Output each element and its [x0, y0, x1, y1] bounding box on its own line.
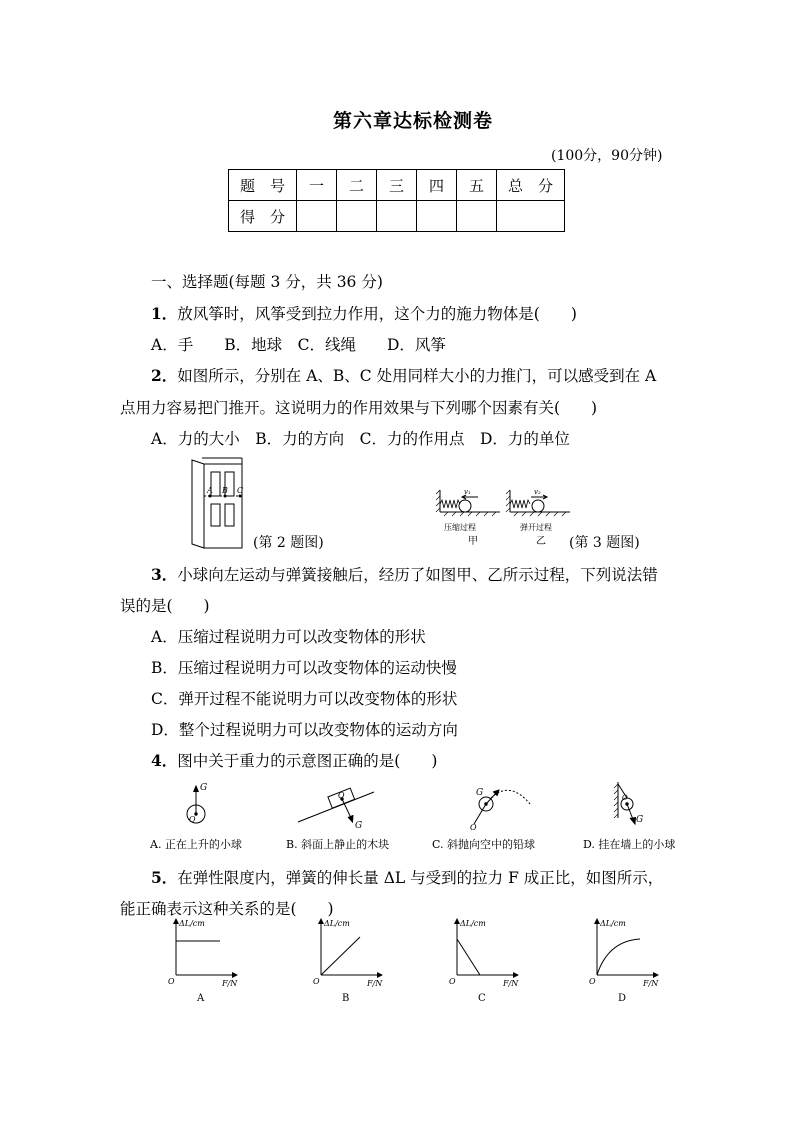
- graph-d-origin: O: [589, 977, 596, 986]
- graph-a-letter: A: [197, 993, 205, 1004]
- figure-a-caption: A. 正在上升的小球: [150, 838, 242, 851]
- score-cell[interactable]: [297, 201, 337, 232]
- question-text: 放风筝时，风筝受到拉力作用，这个力的施力物体是( ): [177, 305, 577, 323]
- question-text: 小球向左运动与弹簧接触后，经历了如图甲、乙所示过程，下列说法错: [177, 566, 658, 584]
- score-row-label: 得 分: [229, 201, 297, 232]
- graph-d-curve: [597, 939, 640, 975]
- score-value-row: [229, 201, 565, 232]
- figure-3-caption: (第 3 题图): [569, 535, 640, 551]
- door-figure: [190, 456, 250, 552]
- section-heading: 一、选择题(每题 3 分，共 36 分): [151, 273, 383, 291]
- question-2-line2: 点用力容易把门推开。这说明力的作用效果与下列哪个因素有关( ): [120, 399, 598, 417]
- figure-c-o: O: [470, 823, 477, 832]
- ball-compress: [459, 500, 471, 512]
- question-number: 4．: [151, 751, 178, 770]
- question-text: 在弹性限度内，弹簧的伸长量 ΔL 与受到的拉力 F 成正比，如图所示，: [177, 869, 664, 887]
- question-3-line2: 误的是( ): [120, 597, 210, 615]
- door-label-b: B: [222, 486, 228, 495]
- score-header-cell: 四: [417, 170, 457, 201]
- graph-c-line: [457, 939, 480, 975]
- spring-figure: [434, 484, 574, 550]
- figure-2-caption: (第 2 题图): [253, 535, 324, 551]
- score-cell[interactable]: [457, 201, 497, 232]
- graph-d-letter: D: [618, 993, 627, 1004]
- question-text: 如图所示，分别在 A、B、C 处用同样大小的力推门，可以感受到在 A: [177, 367, 657, 385]
- door-panel: [204, 464, 242, 548]
- figure-d-g: G: [636, 815, 644, 825]
- figure-b-g: G: [355, 821, 363, 831]
- question-5: [151, 866, 663, 888]
- graph-b-xlabel: F/N: [367, 979, 383, 988]
- question-4: [151, 749, 437, 771]
- question-number: 3．: [151, 565, 178, 584]
- graph-c-ylabel: ΔL/cm: [460, 919, 486, 928]
- label-yi: 乙: [536, 536, 546, 547]
- figure-a-g: G: [200, 783, 208, 793]
- gravity-figures: [170, 778, 690, 832]
- question-2-options: A．力的大小 B．力的方向 C．力的作用点 D．力的单位: [151, 430, 570, 448]
- graph-b-origin: O: [313, 977, 320, 986]
- score-header-cell: 五: [457, 170, 497, 201]
- graph-b-letter: B: [342, 993, 350, 1004]
- figure-a-o: O: [189, 815, 196, 824]
- question-1: [151, 302, 577, 324]
- figure-b-caption: B. 斜面上静止的木块: [286, 838, 390, 851]
- graph-a-xlabel: F/N: [222, 979, 238, 988]
- question-number: 1．: [151, 304, 178, 323]
- exam-meta: (100分，90分钟): [551, 148, 663, 164]
- figure-c-caption: C. 斜抛向空中的铅球: [432, 838, 536, 851]
- score-table: [228, 169, 565, 232]
- graph-a-origin: O: [168, 977, 175, 986]
- option-d: D．整个过程说明力可以改变物体的运动方向: [151, 721, 458, 739]
- page-title: 第六章达标检测卷: [333, 110, 494, 132]
- score-cell[interactable]: [377, 201, 417, 232]
- door-edge: [192, 460, 204, 548]
- graph-figures: [160, 915, 670, 1005]
- label-release: 弹开过程: [520, 523, 552, 532]
- graph-b-line: [321, 937, 360, 975]
- velocity-v2: v₂: [534, 488, 541, 496]
- score-cell[interactable]: [497, 201, 565, 232]
- score-cell[interactable]: [337, 201, 377, 232]
- question-text: 图中关于重力的示意图正确的是( ): [177, 752, 438, 770]
- question-3: [151, 563, 658, 585]
- figure-b-o: O: [338, 791, 345, 800]
- figure-d-o: O: [622, 794, 628, 802]
- score-header-cell: 总 分: [497, 170, 565, 201]
- velocity-v1: v₁: [464, 488, 471, 496]
- option-c: C．弹开过程不能说明力可以改变物体的形状: [151, 690, 458, 708]
- graph-b-ylabel: ΔL/cm: [324, 919, 350, 928]
- score-cell[interactable]: [417, 201, 457, 232]
- score-header-row: [229, 170, 565, 201]
- option-a: A．压缩过程说明力可以改变物体的形状: [151, 628, 426, 646]
- graph-c: [457, 921, 516, 975]
- graph-c-letter: C: [478, 993, 486, 1004]
- score-header-cell: 二: [337, 170, 377, 201]
- score-header-cell: 三: [377, 170, 417, 201]
- question-number: 5．: [151, 868, 178, 887]
- graph-d: [597, 921, 656, 975]
- question-2: [151, 364, 656, 386]
- option-b: B．压缩过程说明力可以改变物体的运动快慢: [151, 659, 457, 677]
- label-jia: 甲: [468, 536, 478, 547]
- graph-c-origin: O: [449, 977, 456, 986]
- question-5-line2: 能正确表示这种关系的是( ): [120, 900, 334, 918]
- door-label-c: C: [237, 486, 244, 495]
- door-label-a: A: [207, 486, 213, 495]
- figure-d-caption: D. 挂在墙上的小球: [583, 838, 676, 851]
- graph-d-ylabel: ΔL/cm: [600, 919, 626, 928]
- score-header-cell: 一: [297, 170, 337, 201]
- graph-a-ylabel: ΔL/cm: [179, 919, 205, 928]
- graph-b: [321, 921, 380, 975]
- graph-c-xlabel: F/N: [503, 979, 519, 988]
- question-number: 2．: [151, 366, 178, 385]
- ball-release: [532, 500, 544, 512]
- figure-c-g: G: [476, 788, 484, 798]
- graph-a: [176, 921, 235, 975]
- graph-d-xlabel: F/N: [643, 979, 659, 988]
- score-header-cell: 题 号: [229, 170, 297, 201]
- question-1-options: A．手 B．地球 C．线绳 D．风筝: [151, 336, 446, 354]
- label-compress: 压缩过程: [444, 523, 476, 532]
